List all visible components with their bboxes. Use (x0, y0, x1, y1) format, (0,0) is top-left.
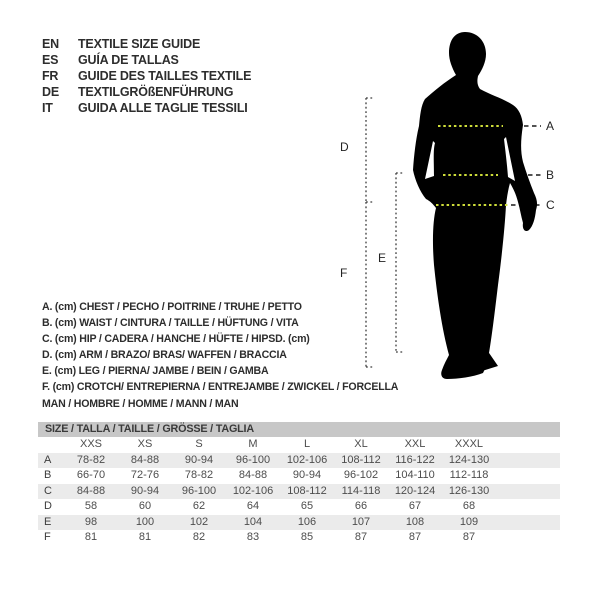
cell: 102-106 (286, 453, 328, 466)
marker-label-arm: D (340, 140, 349, 154)
table-row-waist (38, 468, 560, 484)
row-filler (496, 468, 560, 484)
row-label: C (44, 484, 52, 497)
cell: 81 (138, 531, 152, 543)
size-col-header: XXS (79, 438, 102, 450)
title-text: TEXTILGRÖßENFÜHRUNG (78, 85, 234, 99)
size-table-title: SIZE / TALLA / TAILLE / GRÖSSE / TAGLIA (38, 422, 560, 437)
marker-label-hip: C (546, 198, 555, 212)
cell: 120-124 (394, 484, 436, 497)
table-row-hip (38, 484, 560, 500)
title-row-fr (42, 68, 251, 84)
cell: 108-112 (341, 453, 381, 466)
legend-line-crotch: F. (cm) CROTCH/ ENTREPIERNA / ENTREJAMBE / ZWICKEL / FORCELLA (42, 381, 399, 393)
row-filler (496, 437, 560, 453)
cell: 87 (408, 531, 422, 543)
row-label-spacer (38, 437, 64, 453)
row-filler (496, 530, 560, 546)
cell: 124-130 (448, 453, 490, 466)
cell: 112-118 (449, 469, 489, 481)
size-col-header: XL (354, 438, 368, 450)
row-label: B (44, 469, 52, 481)
cell: 90-94 (130, 484, 160, 497)
marker-label-chest: A (546, 119, 555, 133)
title-text: GUIDA ALLE TAGLIE TESSILI (78, 101, 248, 115)
measurement-legend (42, 299, 398, 395)
cell: 116-122 (395, 453, 435, 466)
title-text: GUÍA DE TALLAS (78, 53, 179, 67)
title-row-es (42, 52, 251, 68)
title-row-en (42, 36, 251, 52)
cell: 96-102 (343, 469, 379, 481)
legend-line-arm: D. (cm) ARM / BRAZO/ BRAS/ WAFFEN / BRACCIA (42, 349, 287, 361)
cell: 81 (84, 531, 98, 543)
cell: 109 (459, 515, 479, 528)
cell: 82 (192, 531, 206, 543)
cell: 104-110 (395, 469, 435, 481)
cell: 60 (138, 500, 152, 512)
title-text: TEXTILE SIZE GUIDE (78, 37, 201, 51)
cell: 90-94 (184, 453, 214, 466)
cell: 114-118 (341, 484, 381, 497)
cell: 83 (246, 531, 260, 543)
cell: 67 (408, 500, 422, 512)
cell: 106 (297, 515, 317, 528)
size-header-row (38, 437, 560, 453)
cell: 90-94 (292, 469, 322, 481)
cell: 96-100 (235, 453, 271, 466)
lang-code: IT (42, 101, 53, 115)
table-row-chest (38, 453, 560, 469)
legend-line-chest: A. (cm) CHEST / PECHO / POITRINE / TRUHE / PETTO (42, 301, 302, 313)
title-row-it (42, 100, 251, 116)
cell: 66 (354, 500, 368, 512)
cell: 108-112 (287, 484, 327, 497)
size-col-header: L (303, 438, 311, 450)
cell: 72-76 (130, 469, 160, 481)
legend-line-hip: C. (cm) HIP / CADERA / HANCHE / HÜFTE / HIPSD. (cm) (42, 333, 310, 345)
cell: 98 (84, 515, 98, 528)
row-label: A (44, 453, 52, 466)
cell: 58 (84, 500, 98, 512)
cell: 107 (351, 515, 371, 528)
cell: 62 (192, 500, 206, 512)
lang-code: FR (42, 69, 59, 83)
cell: 78-82 (76, 453, 106, 466)
size-table (38, 422, 560, 546)
cell: 84-88 (238, 469, 268, 481)
row-label: E (44, 515, 52, 528)
row-filler (496, 484, 560, 500)
legend-line-waist: B. (cm) WAIST / CINTURA / TAILLE / HÜFTUNG / VITA (42, 317, 299, 329)
title-text: GUIDE DES TAILLES TEXTILE (78, 69, 252, 83)
cell: 66-70 (76, 469, 106, 481)
lang-code: ES (42, 53, 59, 67)
cell: 64 (246, 500, 260, 512)
cell: 87 (354, 531, 368, 543)
row-filler (496, 515, 560, 531)
row-filler (496, 499, 560, 515)
size-col-header: S (195, 438, 203, 450)
table-row-crotch (38, 530, 560, 546)
cell: 78-82 (184, 469, 214, 481)
cell: 65 (300, 500, 314, 512)
size-col-header: XXL (404, 438, 426, 450)
table-row-leg (38, 515, 560, 531)
cell: 84-88 (130, 453, 160, 466)
legend-line-leg: E. (cm) LEG / PIERNA/ JAMBE / BEIN / GAMBA (42, 365, 269, 377)
gender-line: MAN / HOMBRE / HOMME / MANN / MAN (42, 398, 239, 410)
cell: 85 (300, 531, 314, 543)
cell: 108 (405, 515, 425, 528)
cell: 100 (135, 515, 155, 528)
cell: 96-100 (181, 484, 217, 497)
marker-label-crotch: F (340, 266, 348, 280)
size-col-header: XXXL (454, 438, 484, 450)
cell: 84-88 (76, 484, 106, 497)
row-label: D (44, 500, 52, 512)
table-row-arm (38, 499, 560, 515)
cell: 87 (462, 531, 476, 543)
lang-code: DE (42, 85, 59, 99)
marker-label-leg: E (378, 251, 387, 265)
cell: 104 (243, 515, 263, 528)
cell: 102 (189, 515, 209, 528)
cell: 102-106 (232, 484, 274, 497)
cell: 126-130 (448, 484, 490, 497)
size-col-header: M (248, 438, 258, 450)
title-row-de (42, 84, 251, 100)
marker-label-waist: B (546, 168, 555, 182)
cell: 68 (462, 500, 476, 512)
row-filler (496, 453, 560, 469)
size-col-header: XS (137, 438, 153, 450)
row-label: F (44, 531, 51, 543)
title-language-block (42, 36, 251, 116)
lang-code: EN (42, 37, 59, 51)
